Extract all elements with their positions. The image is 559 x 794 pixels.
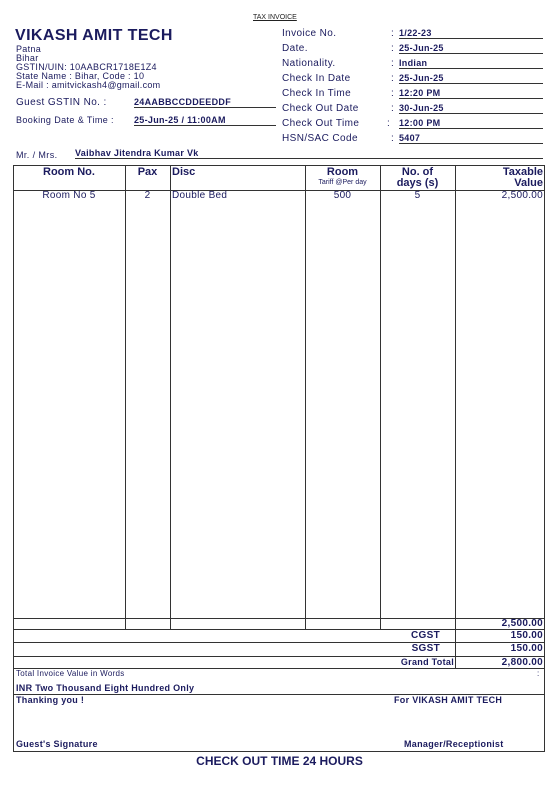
cell-pax: 2 xyxy=(144,190,151,201)
words-label: Total Invoice Value in Words xyxy=(16,669,125,678)
company-email: E-Mail : amitvickash4@gmail.com xyxy=(16,80,161,90)
header-room-tariff: Tariff @Per day xyxy=(318,179,367,186)
column-divider xyxy=(455,165,456,669)
guest-gstin-value: 24AABBCCDDEEDDF xyxy=(134,97,276,108)
company-state: Bihar xyxy=(16,53,39,63)
header-pax: Pax xyxy=(137,166,158,178)
guest-name: Vaibhav Jitendra Kumar Vk xyxy=(75,148,543,159)
meta-value-invoice: 1/22-23 xyxy=(399,28,543,39)
booking-label: Booking Date & Time : xyxy=(16,115,114,125)
cell-tariff: 500 xyxy=(333,190,352,201)
meta-value-hsn: 5407 xyxy=(399,133,543,144)
header-taxable: Taxable xyxy=(502,166,543,178)
header-disc: Disc xyxy=(172,166,196,178)
meta-label-checkin-time: Check In Time xyxy=(282,88,352,99)
meta-colon: : xyxy=(391,28,395,39)
grand-total-label: Grand Total xyxy=(400,657,454,667)
company-name: VIKASH AMIT TECH xyxy=(15,27,173,44)
meta-value-checkin-time: 12:20 PM xyxy=(399,88,543,99)
booking-value: 25-Jun-25 / 11:00AM xyxy=(134,115,276,126)
meta-label-invoice: Invoice No. xyxy=(282,28,337,39)
sgst-label: SGST xyxy=(411,643,440,654)
header-days-sub: days (s) xyxy=(396,177,439,189)
company-city: Patna xyxy=(16,44,42,54)
guest-label: Mr. / Mrs. xyxy=(16,150,58,160)
column-divider xyxy=(125,165,126,629)
meta-label-hsn: HSN/SAC Code xyxy=(282,133,358,144)
thanking-text: Thanking you ! xyxy=(16,695,85,705)
doc-title: TAX INVOICE xyxy=(253,14,297,21)
words-colon: : xyxy=(537,669,540,678)
meta-colon: : xyxy=(391,73,395,84)
meta-value-date: 25-Jun-25 xyxy=(399,43,543,54)
for-company: For VIKASH AMIT TECH xyxy=(394,695,503,705)
meta-value-checkout-date: 30-Jun-25 xyxy=(399,103,543,114)
company-gstin: GSTIN/UIN: 10AABCR1718E1Z4 xyxy=(16,62,157,72)
cgst-label: CGST xyxy=(411,630,440,641)
company-state-code: State Name : Bihar, Code : 10 xyxy=(16,71,145,81)
column-divider xyxy=(305,165,306,629)
meta-colon: : xyxy=(391,88,395,99)
meta-value-checkout-time: 12:00 PM xyxy=(399,118,543,129)
cell-room-no: Room No 5 xyxy=(42,190,96,201)
guest-signature: Guest's Signature xyxy=(16,739,98,749)
grand-total-value: 2,800.00 xyxy=(501,657,543,668)
guest-gstin-label: Guest GSTIN No. : xyxy=(16,97,107,108)
cgst-value: 150.00 xyxy=(510,630,543,641)
header-room: Room xyxy=(326,166,359,178)
meta-label-checkout-time: Check Out Time xyxy=(282,118,360,129)
meta-label-checkin-date: Check In Date xyxy=(282,73,351,84)
meta-colon: : xyxy=(391,58,395,69)
subtotal-value: 2,500.00 xyxy=(501,618,543,629)
words-value: INR Two Thousand Eight Hundred Only xyxy=(16,683,195,693)
header-room-no: Room No. xyxy=(43,166,95,178)
meta-value-nationality: Indian xyxy=(399,58,543,69)
header-days: No. of xyxy=(401,166,434,178)
meta-colon: : xyxy=(391,103,395,114)
sgst-value: 150.00 xyxy=(510,643,543,654)
meta-colon: : xyxy=(387,118,391,129)
header-taxable-value: Value xyxy=(514,177,543,189)
meta-value-checkin-date: 25-Jun-25 xyxy=(399,73,543,84)
cell-disc: Double Bed xyxy=(172,190,228,201)
checkout-note: CHECK OUT TIME 24 HOURS xyxy=(196,754,363,768)
meta-label-date: Date. xyxy=(282,43,308,54)
meta-colon: : xyxy=(391,133,395,144)
meta-label-checkout-date: Check Out Date xyxy=(282,103,359,114)
meta-colon: : xyxy=(391,43,395,54)
meta-label-nationality: Nationality. xyxy=(282,58,336,69)
cell-days: 5 xyxy=(414,190,421,201)
cell-value: 2,500.00 xyxy=(501,190,543,201)
manager-signature: Manager/Receptionist xyxy=(404,739,504,749)
column-divider xyxy=(380,165,381,629)
column-divider xyxy=(170,165,171,629)
